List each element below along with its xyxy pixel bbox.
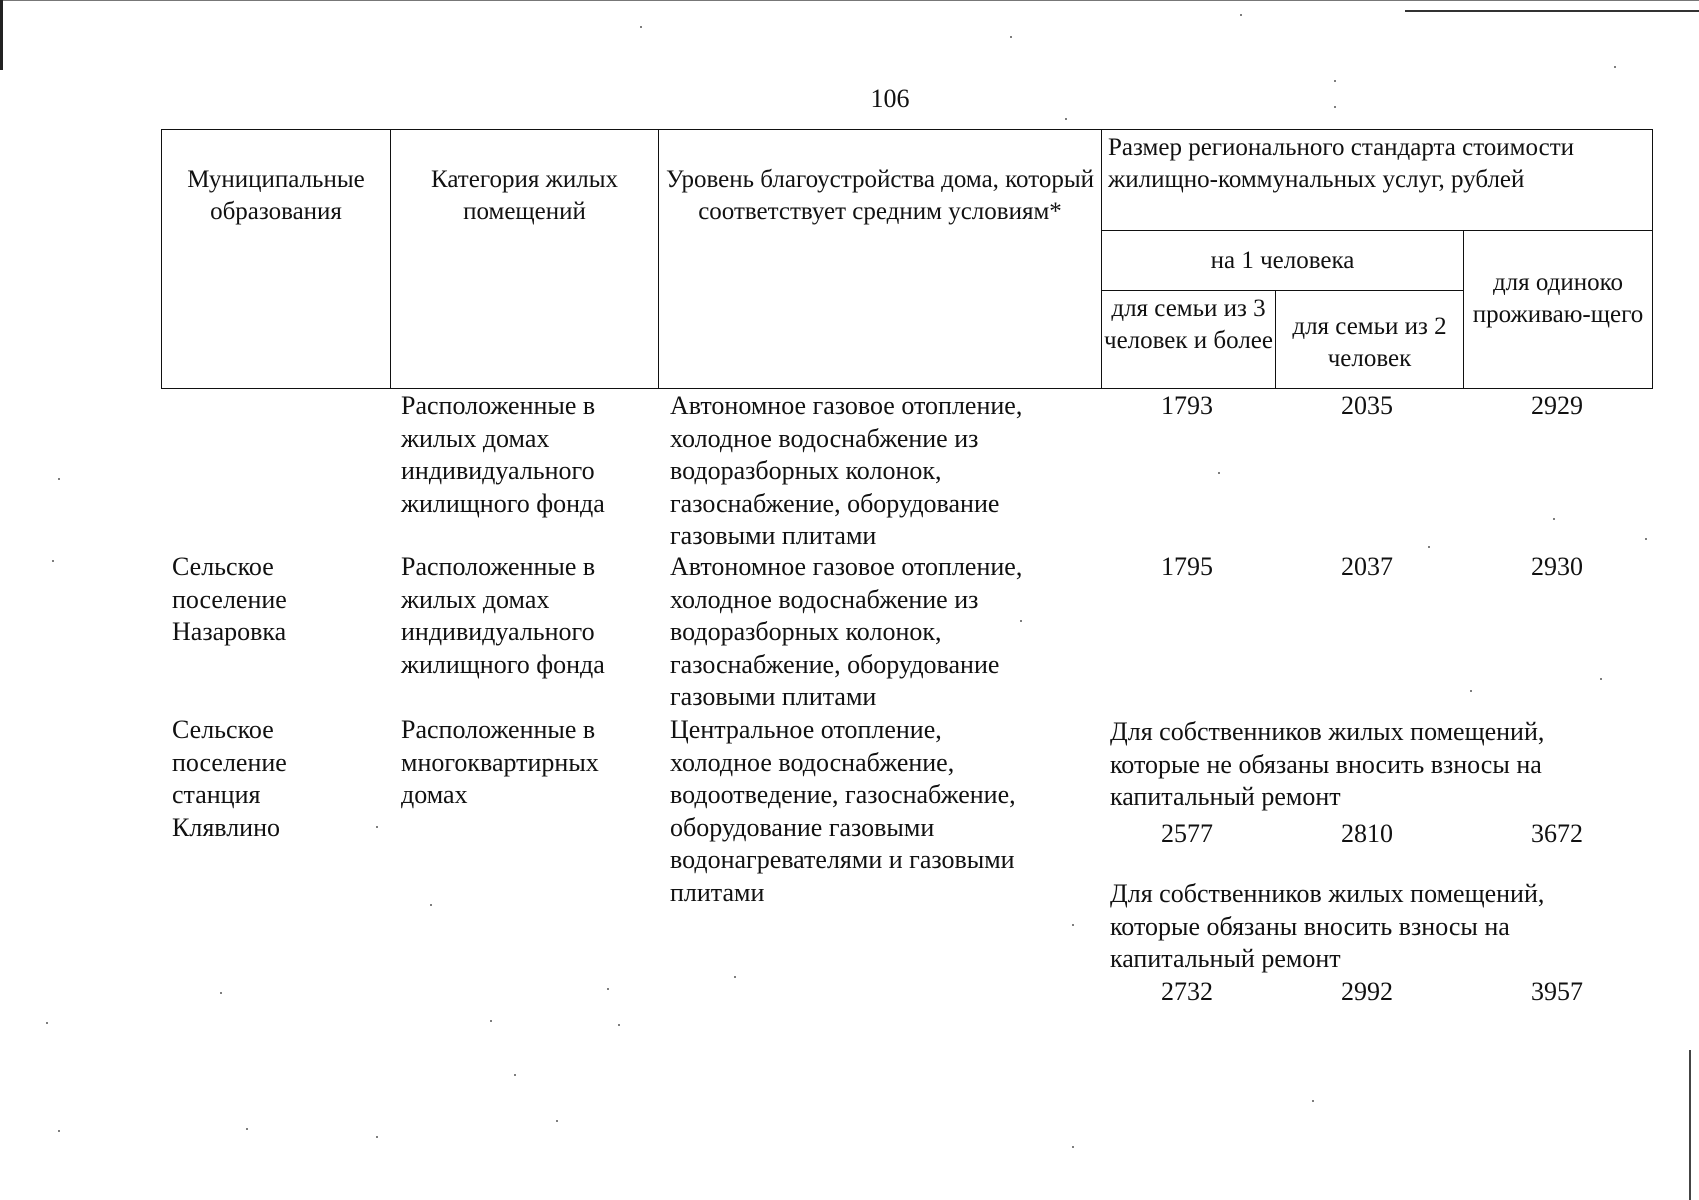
row-1-single: 2929 — [1531, 391, 1583, 420]
row-3-sub-2-family-2: 2992 — [1341, 977, 1393, 1006]
scan-speck — [1072, 1146, 1074, 1148]
row-3-level: Центральное отопление, холодное водоснабжение, водоотведение, газоснабжение, оборудование газовыми водонагревателями и газовыми плитами — [670, 715, 1016, 907]
row-3-note-1: Для собственников жилых помещений, которые не обязаны вносить взносы на капитальный ремонт — [1110, 717, 1545, 811]
row-2-municipality: Сельское поселение Назаровка — [172, 552, 287, 646]
header-category: Категория жилых помещений — [391, 130, 659, 389]
scan-speck — [1020, 620, 1022, 622]
scan-speck — [514, 1074, 516, 1076]
scan-speck — [376, 826, 378, 828]
scan-speck — [58, 478, 60, 480]
scan-speck — [1553, 518, 1555, 520]
scan-speck — [1600, 678, 1602, 680]
scan-speck — [1010, 36, 1012, 38]
scan-speck — [246, 1128, 248, 1130]
scan-speck — [640, 26, 642, 28]
page-number: 106 — [870, 84, 910, 113]
scan-speck — [1312, 1100, 1314, 1102]
header-per-person: на 1 человека — [1102, 231, 1464, 291]
row-2-family-2: 2037 — [1341, 552, 1393, 581]
scan-speck — [376, 1136, 378, 1138]
row-1-family-3: 1793 — [1161, 391, 1213, 420]
row-3-sub-1-single: 3672 — [1531, 819, 1583, 848]
scan-speck — [430, 904, 432, 906]
scan-speck — [1614, 66, 1616, 68]
scan-speck — [1065, 118, 1067, 120]
scan-speck — [607, 988, 609, 990]
scan-speck — [1645, 538, 1647, 540]
row-2-category: Расположенные в жилых домах индивидуального жилищного фонда — [401, 552, 605, 679]
scan-speck — [490, 1020, 492, 1022]
scan-speck — [1334, 106, 1336, 108]
row-3-sub-2-family-3: 2732 — [1161, 977, 1213, 1006]
row-1-category: Расположенные в жилых домах индивидуального жилищного фонда — [401, 391, 605, 518]
row-2-single: 2930 — [1531, 552, 1583, 581]
header-level: Уровень благоустройства дома, который соответствует средним условиям* — [659, 130, 1102, 389]
scan-speck — [1428, 546, 1430, 548]
header-standard-size: Размер регионального стандарта стоимости жилищно-коммунальных услуг, рублей — [1102, 130, 1653, 231]
scan-speck — [1072, 924, 1074, 926]
scan-edge-right — [1689, 1050, 1691, 1200]
row-3-category: Расположенные в многоквартирных домах — [401, 715, 599, 809]
row-2-level: Автономное газовое отопление, холодное водоснабжение из водоразборных колонок, газоснабжение, оборудование газовыми плитами — [670, 552, 1023, 711]
row-1-level: Автономное газовое отопление, холодное водоснабжение из водоразборных колонок, газоснабжение, оборудование газовыми плитами — [670, 391, 1023, 550]
scan-speck — [1470, 690, 1472, 692]
row-3-sub-1-family-3: 2577 — [1161, 819, 1213, 848]
scan-speck — [58, 1130, 60, 1132]
row-3-note-2: Для собственников жилых помещений, которые обязаны вносить взносы на капитальный ремонт — [1110, 879, 1545, 973]
scan-speck — [46, 1022, 48, 1024]
header-family-2: для семьи из 2 человек — [1276, 291, 1464, 389]
header-family-3: для семьи из 3 человек и более — [1102, 291, 1276, 389]
row-3-sub-2-single: 3957 — [1531, 977, 1583, 1006]
header-municipalities: Муниципальные образования — [162, 130, 391, 389]
scan-speck — [734, 976, 736, 978]
row-3-municipality: Сельское поселение станция Клявлино — [172, 715, 287, 842]
scan-speck — [556, 1120, 558, 1122]
scan-speck — [1240, 14, 1242, 16]
scan-edge-topright — [1405, 10, 1699, 12]
scan-edge-left — [0, 0, 3, 70]
scan-speck — [1218, 472, 1220, 474]
row-3-sub-1-family-2: 2810 — [1341, 819, 1393, 848]
scan-edge-top — [0, 0, 1699, 1]
scan-speck — [52, 560, 54, 562]
row-1-family-2: 2035 — [1341, 391, 1393, 420]
header-single: для одиноко проживаю-щего — [1464, 231, 1653, 389]
table-header — [161, 129, 1653, 389]
row-2-family-3: 1795 — [1161, 552, 1213, 581]
scan-speck — [618, 1024, 620, 1026]
scan-speck — [1334, 80, 1336, 82]
scan-speck — [220, 992, 222, 994]
